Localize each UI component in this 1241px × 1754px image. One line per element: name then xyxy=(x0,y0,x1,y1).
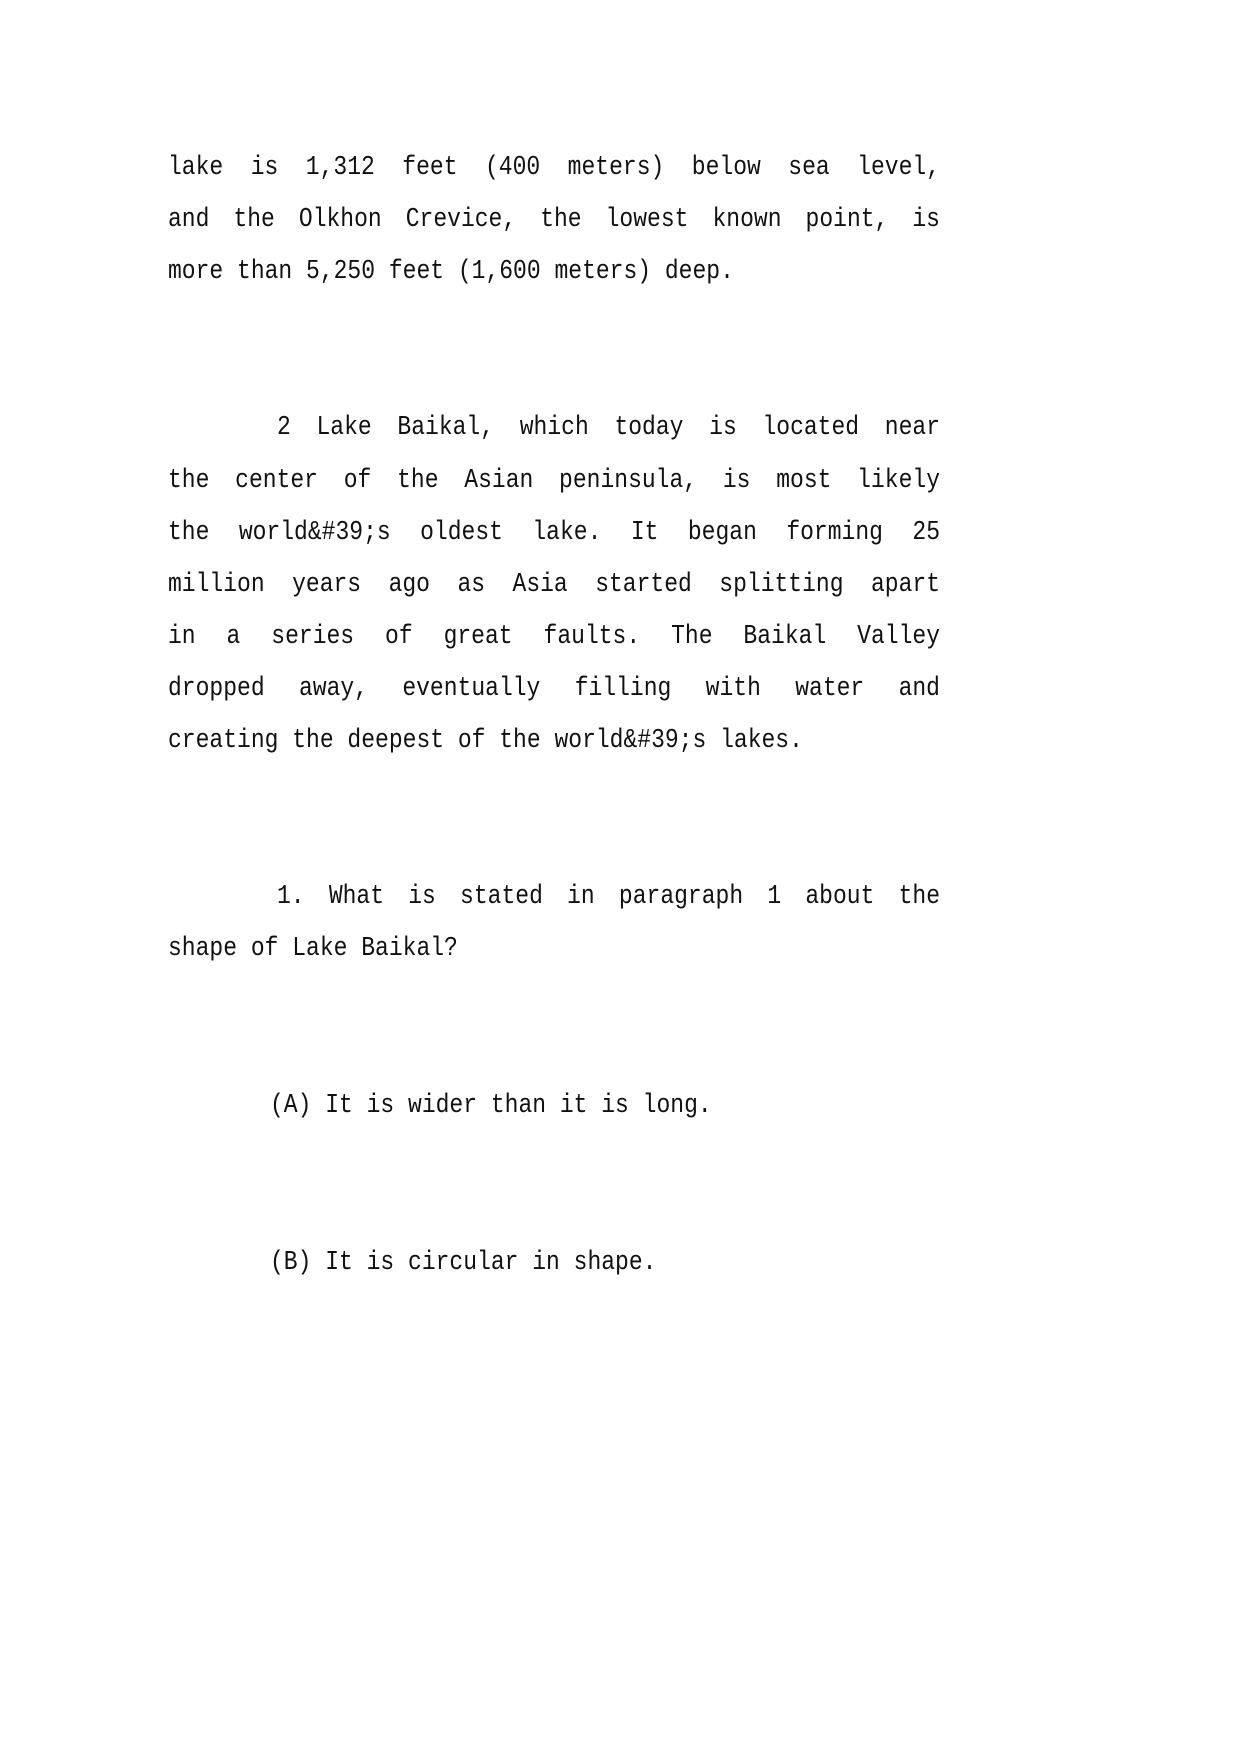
text-line: 1. What is stated in paragraph 1 about the xyxy=(277,880,940,912)
text-line: dropped away, eventually filling with water and xyxy=(168,672,940,704)
text-line: creating the deepest of the world&#39;s lakes. xyxy=(168,724,803,756)
text-line: the center of the Asian peninsula, is most likely xyxy=(168,464,940,496)
text-line: in a series of great faults. The Baikal Valley xyxy=(168,620,940,652)
text-line: and the Olkhon Crevice, the lowest known point, is xyxy=(168,203,940,235)
text-line: the world&#39;s oldest lake. It began forming 25 xyxy=(168,516,940,548)
text-line: million years ago as Asia started splitting apart xyxy=(168,568,940,600)
text-line: 2 Lake Baikal, which today is located near xyxy=(277,411,940,443)
text-line: more than 5,250 feet (1,600 meters) deep. xyxy=(168,255,734,287)
text-line: shape of Lake Baikal? xyxy=(168,932,458,964)
option-a: (A) It is wider than it is long. xyxy=(270,1089,712,1121)
text-line: lake is 1,312 feet (400 meters) below sea level, xyxy=(168,151,940,183)
option-b: (B) It is circular in shape. xyxy=(270,1246,657,1278)
